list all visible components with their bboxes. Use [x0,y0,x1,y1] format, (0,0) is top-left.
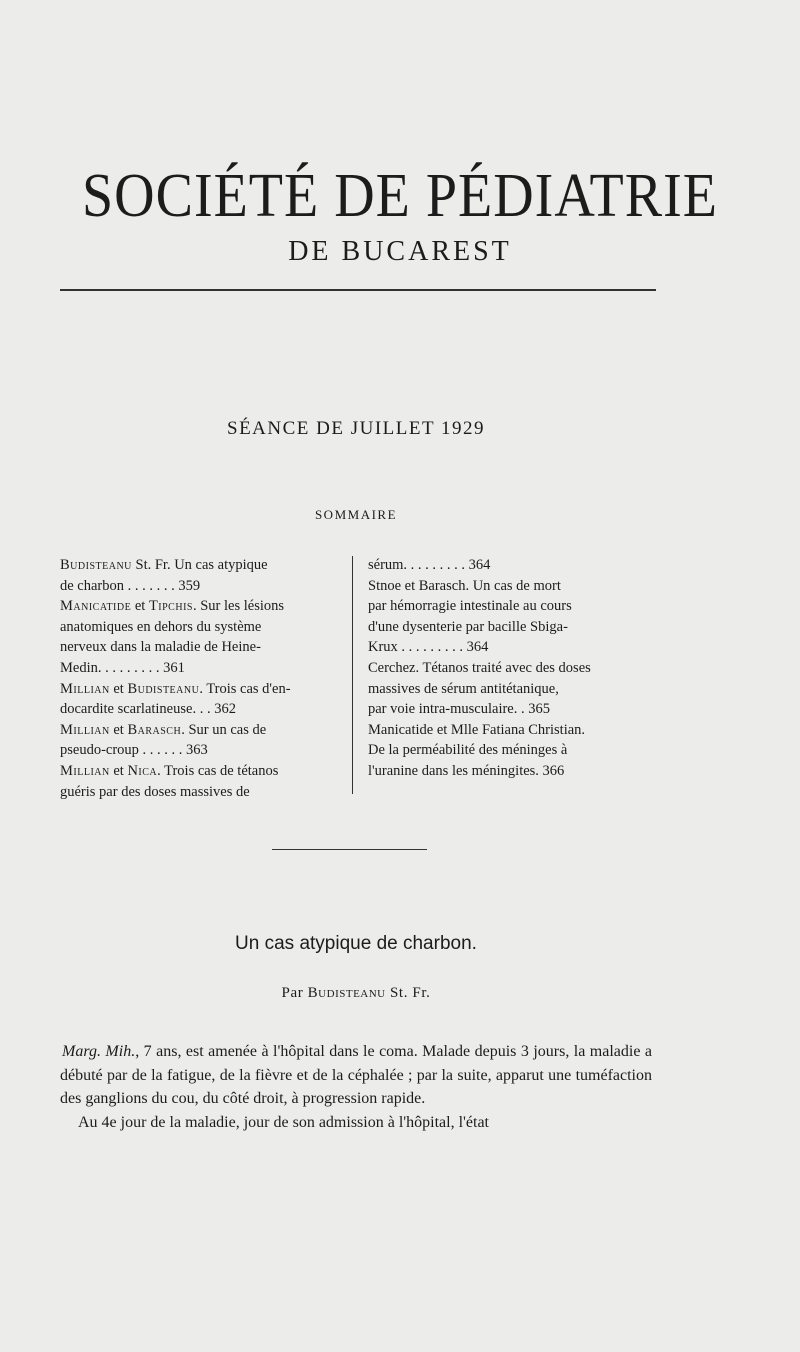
summary-right-line: par hémorragie intestinale au cours [368,598,572,615]
summary-left-line: anatomiques en dehors du système [60,618,262,635]
column-divider [352,556,353,794]
byline-prefix: Par [281,985,304,1001]
summary-right-line: d'une dysenterie par bacille Sbiga- [368,618,568,635]
summary-right-line: Manicatide et Mlle Fatiana Christian. [368,721,586,738]
byline-author: Budisteanu [307,985,386,1001]
journal-title: SOCIÉTÉ DE PÉDIATRIE [82,161,718,231]
summary-left-line: Millian et Nica. Trois cas de tétanos [60,762,279,779]
summary-left-line: guéris par des doses massives de [60,783,250,800]
summary-heading: SOMMAIRE [314,507,398,522]
article-body [60,1040,652,1134]
session-heading: SÉANCE DE JUILLET 1929 [227,418,485,439]
article-byline [0,985,712,1002]
byline-suffix: St. Fr. [389,985,431,1001]
summary-right-line: massives de sérum antitétanique, [368,680,559,697]
journal-subtitle: DE BUCAREST [288,236,512,267]
article-title: Un cas atypique de charbon. [235,933,477,954]
summary-right-line: sérum. . . . . . . . . 364 [368,557,491,573]
summary-left-line: Millian et Barasch. Sur un cas de [60,721,267,738]
summary-left-line: de charbon . . . . . . . 359 [60,577,201,594]
summary-right-line: par voie intra-musculaire. . 365 [368,701,550,718]
summary-left-line: Budisteanu St. Fr. Un cas atypique [60,557,268,573]
paragraph-2: Au 4e jour de la maladie, jour de son admission à l'hôpital, l'état [78,1113,489,1131]
summary-left-column [60,555,338,802]
summary-left-line: nerveux dans la maladie de Heine- [60,639,261,656]
summary-right-line: De la perméabilité des méninges à [368,742,568,759]
summary-left-line: docardite scarlatineuse. . . 362 [60,701,236,718]
summary-right-column [368,555,654,782]
paragraph-1-text: , 7 ans, est amenée à l'hôpital dans le coma. Malade depuis 3 jours, la maladie a débuté par de la fatigue, de la fièvre et de la céphalée ; par la suite, apparut une tuméfaction des ganglions du cou, du côté droit, à progression rapide. [60,1043,652,1107]
summary-left-line: pseudo-croup . . . . . . 363 [60,742,208,759]
header-rule [60,289,656,291]
summary-left-line: Millian et Budisteanu. Trois cas d'en- [60,680,291,697]
section-rule [272,849,427,850]
summary-right-line: Cerchez. Tétanos traité avec des doses [368,659,591,676]
summary-left-line: Manicatide et Tipchis. Sur les lésions [60,598,285,615]
patient-name: Marg. Mih. [62,1043,136,1060]
summary-right-line: Stnoe et Barasch. Un cas de mort [368,577,561,594]
summary-right-line: l'uranine dans les méningites. 366 [368,762,565,779]
paragraph-1 [60,1040,652,1111]
summary-left-line: Medin. . . . . . . . . 361 [60,659,185,676]
summary-right-line: Krux . . . . . . . . . 364 [368,639,489,656]
